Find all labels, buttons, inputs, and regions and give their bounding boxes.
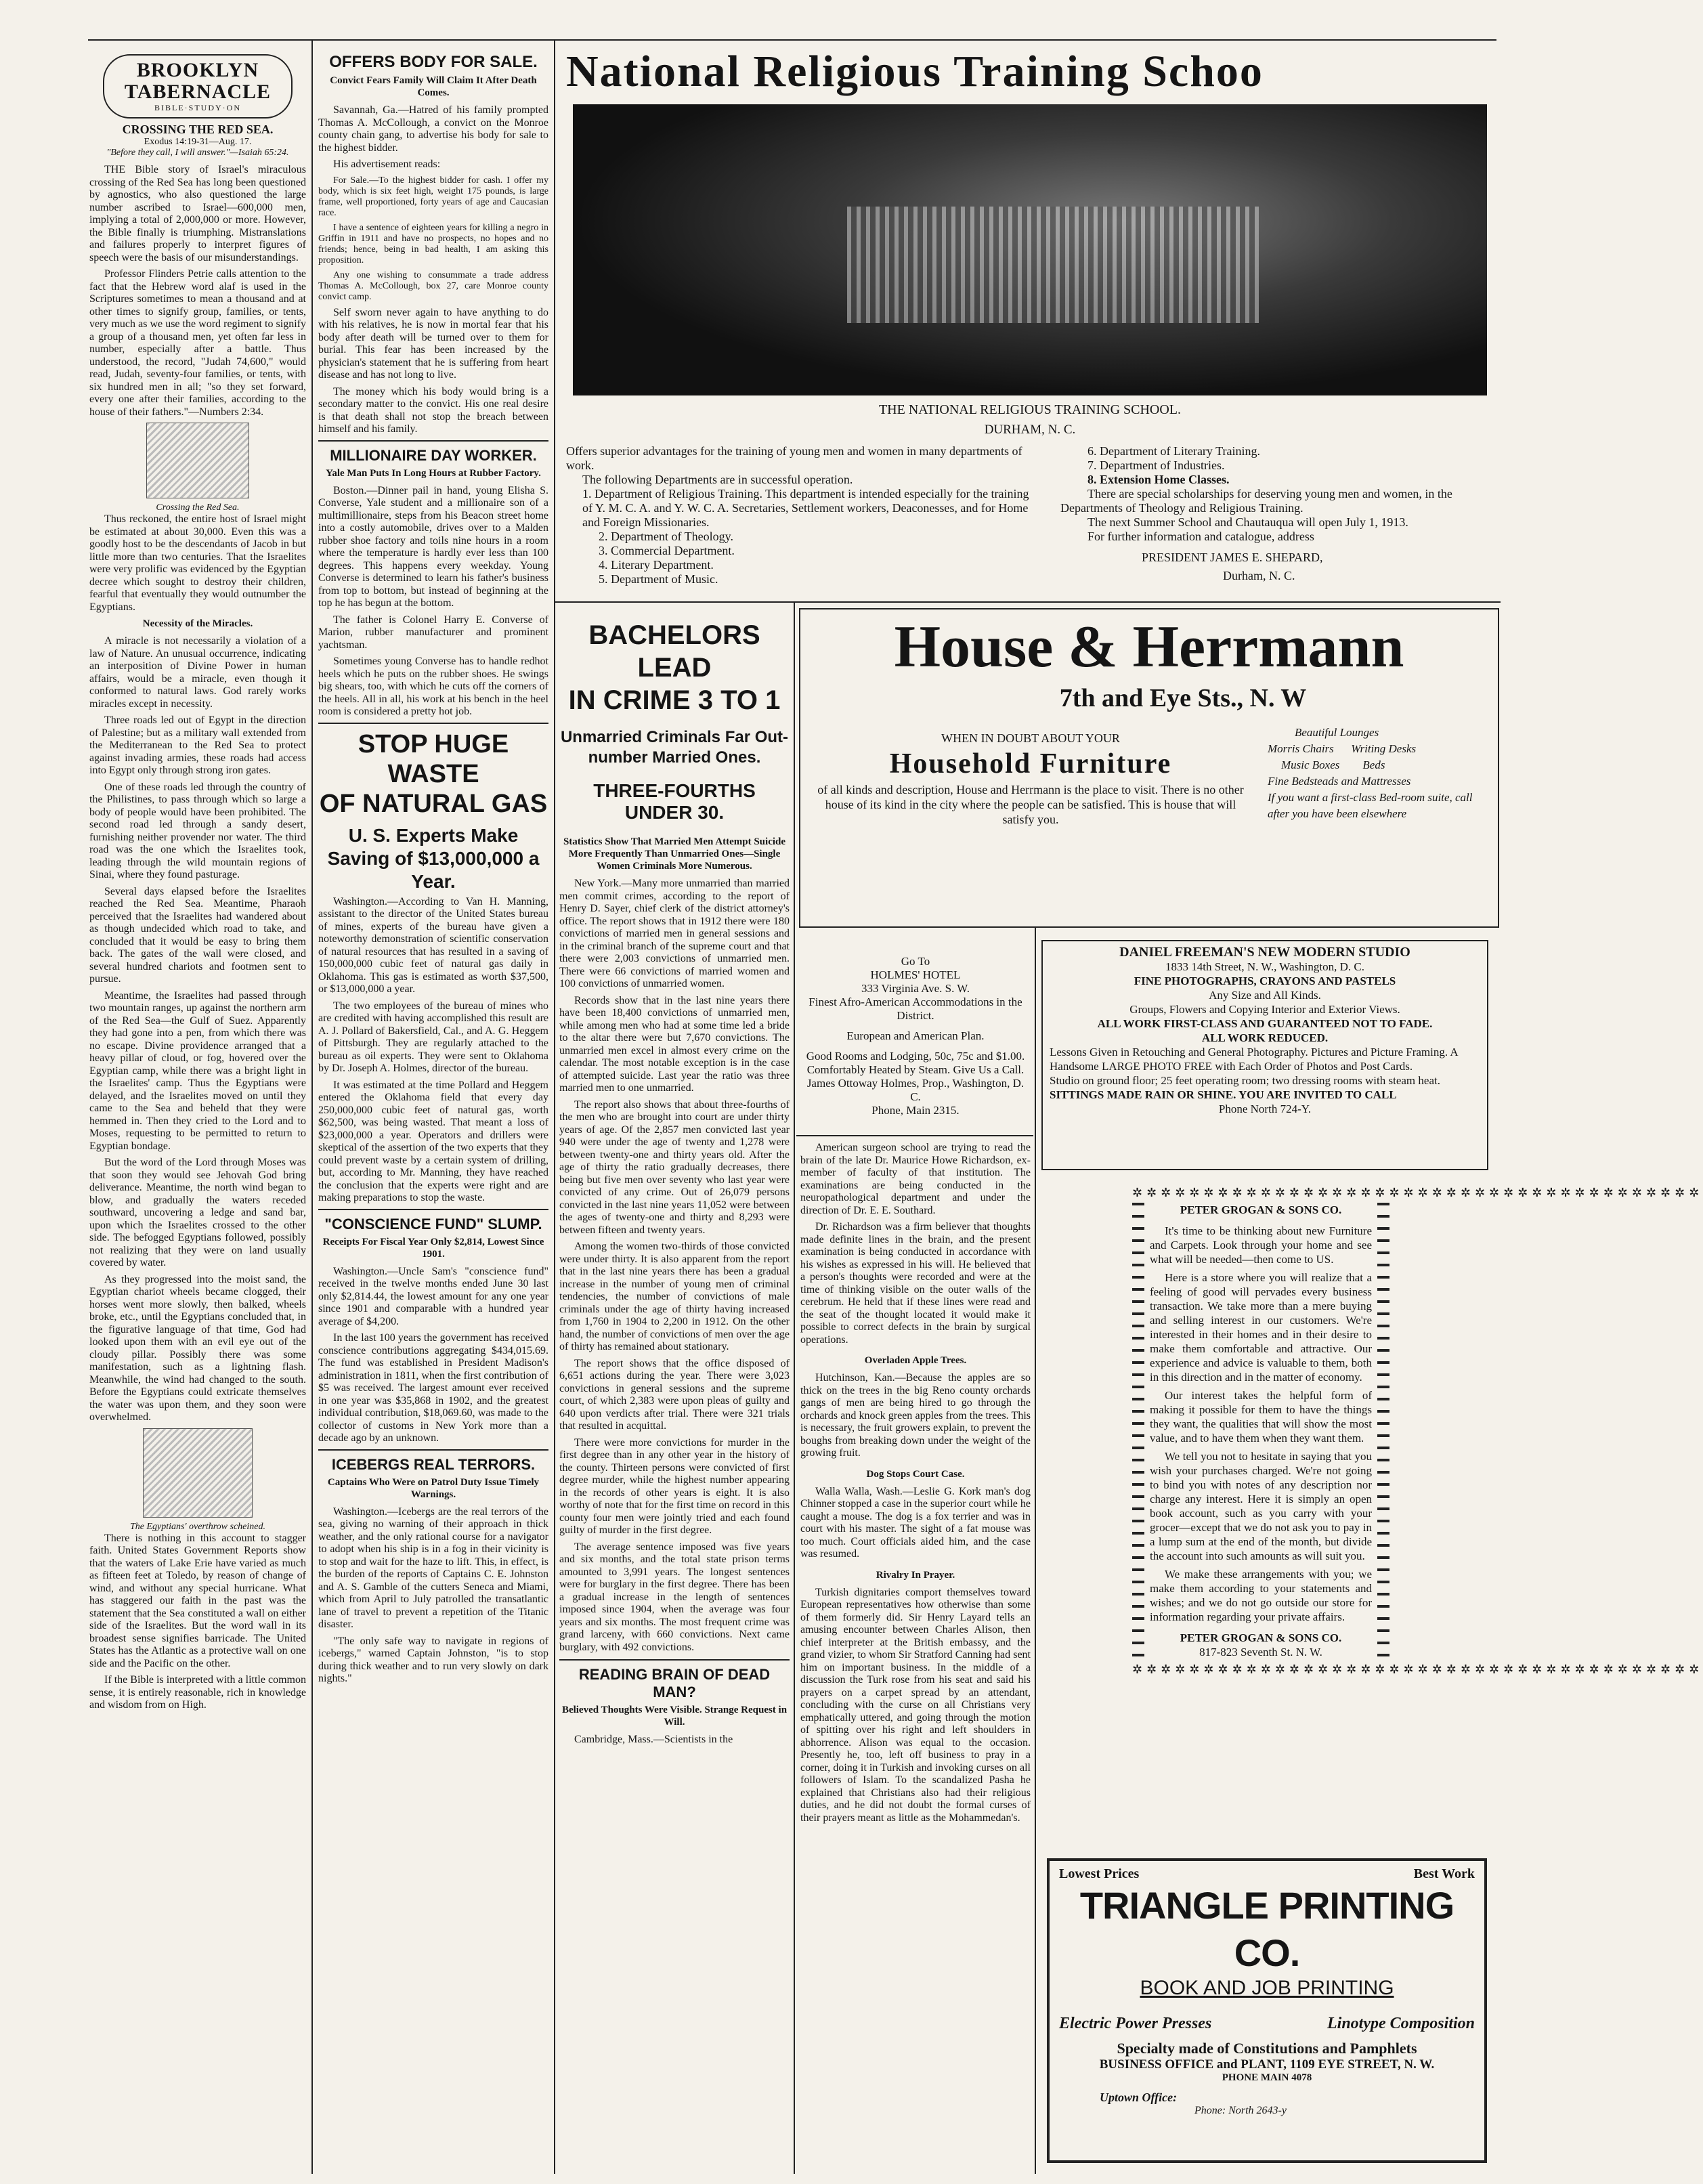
school-president-place: Durham, N. C. <box>1223 569 1295 582</box>
sermon-paragraph: There is nothing in this account to stagger faith. United States Government Reports show that the waters of Lake Erie have varied as much as fifteen feet at Toledo, by reason of change of wind, and without any special hurricane. What has staggered our faith in the past was the statement that the Sea constituted a wall on either side of the Israelites. But the word wall in its broadest sense signifies barricade. The United States has the Atlantic as a protective wall on one side and the Pacific on the other. <box>89 1532 306 1669</box>
school-president: PRESIDENT JAMES E. SHEPARD, <box>1142 551 1323 564</box>
headline-icebergs: ICEBERGS REAL TERRORS. <box>331 1455 536 1473</box>
article-paragraph: Among the women two-thirds of those convicted were under thirty. It is also apparent from the report that in the last nine years there has been a gradual increase in the number of young men of criminal tendencies, the number of convictions of male criminals under the age of thirty having increased from 1,760 in 1904 to 2,200 in 1912. On the other hand, the number of convictions of men over the age of thirty has remained about stationary. <box>559 1241 790 1352</box>
article-paragraph: Records show that in the last nine years there have been 18,400 convictions of unmarried men, while among men who had at some time led a bride to the altar there were but 7,670 convictions. The unmarried men excel in almost every crime on the calendar. The most notable exception is in the case of attempted suicide. Last year the ratio was three married men to one unmarried. <box>559 994 790 1094</box>
triangle-uptown: Uptown Office: <box>1100 2091 1178 2104</box>
sermon-subheading: Necessity of the Miracles. <box>142 618 253 629</box>
house-herrmann-side <box>1268 725 1484 822</box>
subheadline-line: Unmarried Criminals Far Out- <box>560 728 789 746</box>
column-2 <box>318 47 548 2174</box>
sermon-title: CROSSING THE RED SEA. <box>122 123 274 136</box>
school-left-text <box>566 444 1040 586</box>
house-side-item: If you want a first-class Bed-room suite, call after you have been elsewhere <box>1268 791 1473 820</box>
article-paragraph: Hutchinson, Kan.—Because the apples are so thick on the trees in the big Reno county orchards gangs of men are being hired to go through the orchards and knock green apples from the trees. This is necessary, the fruit growers explain, to prevent the boughs from breaking down under the weight of the growing fruit. <box>800 1372 1031 1459</box>
headline-reading-brain: READING BRAIN OF DEAD MAN? <box>578 1666 771 1700</box>
school-dept: 2. Department of Theology. <box>599 530 733 543</box>
school-dept: 1. Department of Religious Training. This department is intended especially for the training of Y. M. C. A. and Y. W. C. A. Secretaries, Settlement workers, Deaconesses, and for Home and Foreign Missionaries. <box>582 487 1029 529</box>
triangle-uptown-phone: Phone: North 2643-y <box>1194 2105 1287 2116</box>
studio-title: DANIEL FREEMAN'S NEW MODERN STUDIO <box>1119 945 1410 960</box>
sermon-paragraph: A miracle is not necessarily a violation of a law of Nature. An unusual occurrence, indicating an interposition of Divine Power in human affairs, would be a miracle, even though it conformed to natural laws. God rarely works miracles except in necessity. <box>89 635 306 710</box>
article-paragraph: For Sale.—To the highest bidder for cash. I offer my body, which is six feet high, weight 175 pounds, is large frame, well proportioned, forty years of age and Caucasian race. <box>318 175 548 218</box>
triangle-electric: Electric Power Presses <box>1059 2015 1212 2032</box>
triangle-book: BOOK AND JOB PRINTING <box>1140 1977 1394 1999</box>
house-furniture: Household Furniture <box>889 748 1172 779</box>
sermon-paragraph: As they progressed into the moist sand, the Egyptian chariot wheels became clogged, their horses went more slowly, then balked, wheels broke, etc., until the Egyptians concluded that, in the figurative language of that time, God had looked upon them with an evil eye out of the cloudy pillar. Possibly there was some manifestation, such as a lightning flash. Meanwhile, the wind had changed to the south. Before the Egyptians could extricate themselves the water was upon them, and they soon were overwhelmed. <box>89 1273 306 1423</box>
grogan-body <box>1144 1200 1377 1662</box>
headline-millionaire: MILLIONAIRE DAY WORKER. <box>330 446 537 464</box>
star-border-top: ✲✲✲✲✲✲✲✲✲✲✲✲✲✲✲✲✲✲✲✲✲✲✲✲✲✲✲✲✲✲✲✲✲✲✲✲✲✲✲✲ <box>1132 1186 1703 1199</box>
house-side-item: Beautiful Lounges <box>1295 726 1379 739</box>
hotel-proprietor: James Ottoway Holmes, Prop., Washington, D. C. <box>806 1077 1025 1103</box>
article-paragraph: New York.—Many more unmarried than married men commit crimes, according to the report of Henry D. Sayer, chief clerk of the district attorney's office. The report shows that in 1912 there were 180 convictions of married men in general sessions and in the criminal branch of the supreme court and that there were 2,003 convictions of unmarried men. There were 66 convictions of married women and 100 convictions of unmarried women. <box>559 878 790 989</box>
column-1 <box>89 47 306 2174</box>
studio-line: Studio on ground floor; 25 feet operating room; two dressing rooms with steam heat. <box>1050 1074 1440 1087</box>
sermon-paragraph: Meantime, the Israelites had passed through two mountain ranges, up against the northern arm of the Red Sea—the Gulf of Suez. Apparently they had gone into a pen, from which there was no escape. Divine providence arranged that a heavy pillar of cloud, or fog, hovered over the Egyptian camp, while there was a bright light in the Israelites' camp. Thus the Egyptians were delayed, and the Israelites moved on until they came to the Sea and beheld that they were hemmed in. Then they cried to the Lord and to Moses, requesting to be permitted to return to Egyptian bondage. <box>89 989 306 1152</box>
studio-address: 1833 14th Street, N. W., Washington, D. C. <box>1165 960 1364 973</box>
article-paragraph: Washington.—Uncle Sam's "conscience fund" received in the twelve months ended June 30 last only $2,814.44, the lowest amount for any one year since 1901 and comparable with a hundred year average of $4,200. <box>318 1265 548 1327</box>
headline-dog-court: Dog Stops Court Case. <box>866 1468 965 1480</box>
subheadline: Convict Fears Family Will Claim It After Death Comes. <box>330 75 537 98</box>
sermon-paragraph: THE Bible story of Israel's miraculous crossing of the Red Sea has long been questioned by agnostics, who also questioned the large number ascribed to Israel—600,000 men, implying a total of 2,000,000 or more. However, the Bible finally is triumphing. Mistranslations and failures properly to interpret figures of speech were the basis of our misunderstandings. <box>89 164 306 263</box>
tabernacle-logo <box>103 54 293 119</box>
subheadline: Yale Man Puts In Long Hours at Rubber Factory. <box>326 467 541 479</box>
star-border-bottom: ✲✲✲✲✲✲✲✲✲✲✲✲✲✲✲✲✲✲✲✲✲✲✲✲✲✲✲✲✲✲✲✲✲✲✲✲✲✲✲✲ <box>1132 1663 1703 1676</box>
studio-phone: Phone North 724-Y. <box>1218 1102 1312 1115</box>
subheadline-experts: U. S. Experts Make Saving of $13,000,000 a Year. <box>327 824 540 892</box>
headline-offers-body: OFFERS BODY FOR SALE. <box>329 53 538 71</box>
column-rule <box>311 41 313 2174</box>
column-rule <box>554 41 555 2174</box>
article-paragraph: American surgeon school are trying to read the brain of the late Dr. Maurice Howe Richardson, ex-member of faculty of that institution. The examinations are being conducted in the neuropathological department and under the direction of Dr. E. E. Southard. <box>800 1142 1031 1216</box>
article-paragraph: There were more convictions for murder in the first degree than in any other year in the history of the county. Thirteen persons were convicted of first degree murder, while the highest number appearing in the records of other years is eight. It is also worthy of note that for the first time on record in this county four men were jointly tried and each found guilty of murder in the first degree. <box>559 1436 790 1536</box>
hotel-description: Finest Afro-American Accommodations in the District. <box>809 995 1022 1022</box>
article-paragraph: Boston.—Dinner pail in hand, young Elisha S. Converse, Yale student and a millionaire son of a multimillionaire, steps from his Beacon street home into a costly automobile, drives over to a Malden rubber shoe factory and toils nine hours in a room where the temperature is hardly ever less than 100 degrees. This happens every weekday. Young Converse is determined to learn his father's business from top to bottom, but instead of beginning at the top he has begun at the bottom. <box>318 484 548 609</box>
school-depts-intro: The following Departments are in successful operation. <box>582 473 853 486</box>
article-paragraph: The report also shows that about three-fourths of the men who are brought into court are under thirty years of age. Of the 2,857 men convicted last year 940 were under the age of twenty and 1,278 were between twenty-one and thirty years old. After the age of thirty the ratio gradually decreases, there being but five men over seventy who last year were convicted of any crime. Out of 26,079 persons convicted in the last nine years 11,052 were between the ages of twenty-one and thirty and 8,293 were between fifteen and twenty years. <box>559 1098 790 1236</box>
house-when: WHEN IN DOUBT ABOUT YOUR <box>941 731 1120 745</box>
illustration-caption: The Egyptians' overthrow scheined. <box>130 1521 265 1532</box>
studio-line: FINE PHOTOGRAPHS, CRAYONS AND PASTELS <box>1134 975 1396 987</box>
triangle-best: Best Work <box>1413 1866 1475 1881</box>
article-paragraph: The two employees of the bureau of mines who are credited with having accomplished this result are A. J. Pollard of Bakersfield, Cal., and A. G. Heggem of Pittsburgh. They are regularly attached to the bureau as oil experts. They were sent to Oklahoma by Dr. Joseph A. Holmes, director of the bureau. <box>318 1000 548 1074</box>
studio-line: ALL WORK REDUCED. <box>1201 1031 1329 1044</box>
section-rule <box>796 1135 1033 1136</box>
hotel-address: 333 Virginia Ave. S. W. <box>861 982 970 995</box>
grogan-paragraph: It's time to be thinking about new Furniture and Carpets. Look through your home and see what will be needed—then come to US. <box>1150 1224 1372 1266</box>
illustration-caption: Crossing the Red Sea. <box>156 502 240 513</box>
grogan-paragraph: We tell you not to hesitate in saying that you wish your purchases charged. We're not going to bind you with notes of any description nor charge any interest. Here it is simply an open book account, such as you carry with your grocer—except that we do not ask you to pay in a lump sum at the end of the month, but divide the account into such amounts as will suit you. <box>1150 1450 1372 1562</box>
house-herrmann-advertisement <box>799 608 1499 928</box>
school-summer: The next Summer School and Chautauqua will open July 1, 1913. <box>1087 515 1408 529</box>
hotel-phone: Phone, Main 2315. <box>871 1104 960 1117</box>
article-paragraph: Walla Walla, Wash.—Leslie G. Kork man's dog Chinner stopped a case in the superior court while he caught a mouse. The dog is a fox terrier and was in court with his master. The sight of a fat mouse was too much. Court officials aided him, and the case was resumed. <box>800 1485 1031 1560</box>
sermon-paragraph: One of these roads led through the country of the Philistines, to pass through which so large a body of people would have been prohibited. The second road led through a sandy desert, furnishing neither provender nor water. The third road was the one which the Israelites took, leading through the wild mountain regions of Sinai, where they found pasturage. <box>89 781 306 880</box>
school-scholarships: There are special scholarships for deserving young men and women, in the Departments of Theology and Religious Training. <box>1060 487 1452 515</box>
scripture-reference: Exodus 14:19-31—Aug. 17. <box>144 137 252 147</box>
article-paragraph: Sometimes young Converse has to handle redhot heels which he puts on the rubber shoes. He swings big shears, too, with which he cuts off the corners of the heels. All in all, his work at his bench in the heel room is considered a pretty hot job. <box>318 656 548 717</box>
grogan-advertisement <box>1132 1185 1703 1835</box>
house-side-item: Morris Chairs Writing Desks <box>1268 742 1417 755</box>
sermon-paragraph: Thus reckoned, the entire host of Israel might be estimated at about 30,000. Even this was a goodly host to be the descendants of Jacob in but little more than two centuries. That the Israelites were very prolific was evidenced by the Egyptian decree which sought to destroy their children, fearful that eventually they would outnumber the Egyptians. <box>89 513 306 613</box>
triangle-printing-advertisement <box>1047 1858 1487 2163</box>
house-herrmann-main <box>814 731 1247 827</box>
article-paragraph: Turkish dignitaries comport themselves toward European representatives how otherwise than some of them formerly did. Sir Henry Layard tells an amusing encounter between Charles Alison, then chief interpreter at the British embassy, and the grand vizier, to whom Sir Stratford Canning had sent him on important business. In the middle of a discussion the Turk rose from his seat and said his prayers on a carpet spread by an attendant, concluding with the curse on all Christians very emphatically uttered, and going through the motion of spitting over his right and left shoulders in abhorrence. Alison was equal to the occasion. Presently he, too, left off business to pray in a corner, doing it in Turkish and invoking curses on all followers of Islam. To the scandalized Pasha he explained that Christians also had their religious duties, and he did not doubt the formal curses of their prayers meant as little as the Mohammedan's. <box>800 1586 1031 1824</box>
headline-line: OF NATURAL GAS <box>319 789 548 818</box>
red-sea-illustration <box>146 423 249 498</box>
grogan-name: PETER GROGAN & SONS CO. <box>1180 1203 1342 1216</box>
hotel-rooms: Good Rooms and Lodging, 50c, 75c and $1.00. Comfortably Heated by Steam. Give Us a Call. <box>806 1050 1025 1076</box>
hotel-goto: Go To <box>901 955 930 968</box>
subheadline: Believed Thoughts Were Visible. Strange Request in Will. <box>561 1705 788 1728</box>
headline-line: STOP HUGE WASTE <box>358 729 509 788</box>
triangle-name: TRIANGLE PRINTING CO. <box>1079 1884 1454 1974</box>
sermon-paragraph: But the word of the Lord through Moses was that soon they would see Jehovah God bring deliverance. Meantime, the north wind began to blow, and gradually the waters receded southward, uncovering a ledge and sand bar, upon which the Israelites crossed to the other side. The befogged Egyptians followed, possibly not realizing that they were on land usually covered by water. <box>89 1157 306 1268</box>
subheadline: Receipts For Fiscal Year Only $2,814, Lowest Since 1901. <box>322 1236 544 1260</box>
article-paragraph: Any one wishing to consummate a trade address Thomas A. McCollough, box 27, care Monroe county convict camp. <box>318 270 548 302</box>
hotel-plan: European and American Plan. <box>846 1029 985 1042</box>
grogan-paragraph: Our interest takes the helpful form of making it possible for them to have the things they want, the qualities that will show the most value, and to have them when they want them. <box>1150 1389 1372 1444</box>
article-paragraph: Savannah, Ga.—Hatred of his family prompted Thomas A. McCollough, a convict on the Monroe county chain gang, to advertise his body for sale to the highest bidder. <box>318 104 548 154</box>
subheadline-unmarried <box>559 727 790 768</box>
triangle-phone: PHONE MAIN 4078 <box>1222 2072 1312 2083</box>
house-body: of all kinds and description, House and Herrmann is the place to visit. There is no other house of its kind in the city where the people can be satisfied. This is house that will satisfy you. <box>817 783 1244 826</box>
school-advertisement <box>559 45 1501 600</box>
house-side-item: Fine Bedsteads and Mattresses <box>1268 775 1411 788</box>
article-paragraph: The money which his body would bring is a secondary matter to the convict. His one real desire is that death shall not stop the breach between himself and his family. <box>318 385 548 435</box>
sermon-paragraph: If the Bible is interpreted with a little common sense, it is entirely reasonable, rich in knowledge and wisdom from on High. <box>89 1674 306 1711</box>
school-dept: 4. Literary Department. <box>599 558 714 572</box>
school-photograph <box>573 104 1487 395</box>
school-right-text <box>1060 444 1494 583</box>
scripture-motto: "Before they call, I will answer."—Isaiah 65:24. <box>106 148 289 158</box>
article-paragraph: Washington.—According to Van H. Manning, assistant to the director of the United States bureau of mines, experts of the bureau have given a noteworthy demonstration of scientific conservation of natural resources that has resulted in a saving of 150,000,000 cubic feet of natural gas daily in Oklahoma. This gas is estimated as worth $37,500, or $13,000,000 a year. <box>318 895 548 995</box>
article-paragraph: It was estimated at the time Pollard and Heggem entered the Oklahoma field that every day 250,000,000 cubic feet of natural gas, worth $62,500, was being wasted. That meant a loss of $23,000,000 a year. Operators and drillers were skeptical of the assertion of the two experts that they could prevent waste by a certain system of drilling, but, according to Mr. Manning, they have reached the conclusion that the experts were right and are making preparations to stop the waste. <box>318 1079 548 1203</box>
article-paragraph: His advertisement reads: <box>333 158 441 170</box>
headline-conscience-fund: "CONSCIENCE FUND" SLUMP. <box>324 1215 542 1233</box>
holmes-hotel-advertisement <box>800 935 1031 1131</box>
subheadline-three-fourths: THREE-FOURTHS UNDER 30. <box>593 780 756 823</box>
article-paragraph: The father is Colonel Harry E. Converse of Marion, rubber manufacturer and prominent yachtsman. <box>318 614 548 651</box>
column-rule <box>1035 928 1036 2174</box>
studio-line: Any Size and All Kinds. <box>1209 989 1321 1002</box>
headline-bachelors <box>559 619 790 716</box>
triangle-specialty: Specialty made of Constitutions and Pamphlets <box>1117 2040 1417 2057</box>
school-place: DURHAM, N. C. <box>984 423 1076 437</box>
article-paragraph: "The only safe way to navigate in regions of icebergs," warned Captain Johnston, "is to stop during thick weather and to run very slowly on dark nights." <box>318 1635 548 1684</box>
star-border-left <box>1132 1203 1144 1659</box>
logo-title: BROOKLYN TABERNACLE <box>124 59 272 103</box>
column-3 <box>559 609 790 2174</box>
house-herrmann-address: 7th and Eye Sts., N. W <box>1059 684 1307 712</box>
triangle-linotype: Linotype Composition <box>1327 2015 1475 2032</box>
article-paragraph: The report shows that the office disposed of 6,651 actions during the year. There were 3,023 convictions in general sessions and the supreme court, of which 2,383 were upon pleas of guilty and 640 upon verdicts after trial. There were 321 trials that resulted in acquittal. <box>559 1357 790 1432</box>
grogan-name: PETER GROGAN & SONS CO. <box>1180 1631 1342 1644</box>
logo-subtitle: BIBLE·STUDY·ON <box>154 103 241 112</box>
grogan-paragraph: Here is a store where you will realize that a feeling of good will pervades every business transaction. We take more than a mere buying and selling interest in our customers. We're interested in their homes and in their desire to make them comfortable and attractive. Our experience and advice is valuable to them, both in this direction and in the matter of economy. <box>1150 1271 1372 1384</box>
studio-line: Groups, Flowers and Copying Interior and Exterior Views. <box>1129 1003 1400 1016</box>
school-dept: 3. Commercial Department. <box>599 544 735 557</box>
school-photo-caption: THE NATIONAL RELIGIOUS TRAINING SCHOOL. <box>878 402 1182 417</box>
article-paragraph: Cambridge, Mass.—Scientists in the <box>574 1734 733 1745</box>
sermon-paragraph: Three roads led out of Egypt in the direction of Palestine; but as a military wall extended from the Mediterranean to the Red Sea to protect against invading armies, these roads had access into Egypt only through strong iron gates. <box>89 714 306 776</box>
headline-natural-gas <box>318 729 548 819</box>
article-paragraph: The average sentence imposed was five years and six months, and the total state prison terms amounted to 3,991 years. The longest sentences were for burglary in the first degree. There has been a gradual increase in the length of sentences imposed since 1904, when the average was four years and six months. The most frequent crime was grand larceny, with 660 convictions. Next came burglary, with 492 convictions. <box>559 1541 790 1653</box>
headline-line: IN CRIME 3 TO 1 <box>568 685 781 715</box>
house-side-item: Music Boxes Beds <box>1281 758 1385 771</box>
section-rule <box>555 601 1501 603</box>
school-dept: 6. Department of Literary Training. <box>1087 444 1260 458</box>
school-dept: 8. Extension Home Classes. <box>1087 473 1230 486</box>
school-dept: 5. Department of Music. <box>599 572 718 586</box>
column-4 <box>800 1142 1031 2174</box>
star-border-right <box>1377 1203 1389 1659</box>
top-rule <box>88 39 1496 41</box>
article-paragraph: Dr. Richardson was a firm believer that thoughts made definite lines in the brain, and the present examination is being conducted in accordance with his wishes as expressed in his will. He believed that a person's thoughts were recorded and were at the time of thinking visible on the outer walls of the cerebrum. He held that if these lines were read and the seat of the thought located it would make it possible to correct defects in the brain by surgical operations. <box>800 1221 1031 1346</box>
grogan-address: 817-823 Seventh St. N. W. <box>1199 1646 1322 1658</box>
subheadline-statistics: Statistics Show That Married Men Attempt Suicide More Frequently Than Unmarried Ones—Single Women Criminals More Numerous. <box>563 836 786 872</box>
subheadline: Captains Who Were on Patrol Duty Issue Timely Warnings. <box>327 1476 540 1500</box>
article-paragraph: Washington.—Icebergs are the real terrors of the sea, giving no warning of their approach in thick weather, and the only rational course for a navigator to adopt when his ship is in a fog in their vicinity is to stop and wait for the haze to lift. This, in effect, is the burden of the reports of Captains C. E. Johnston and A. S. Gamble of the cutters Seneca and Miami, which from April to July patrolled the transatlantic lane of travel to prevent a repetition of the Titanic disaster. <box>318 1505 548 1630</box>
school-info: For further information and catalogue, address <box>1087 530 1314 543</box>
triangle-lowest: Lowest Prices <box>1059 1866 1140 1881</box>
studio-line: ALL WORK FIRST-CLASS AND GUARANTEED NOT TO FADE. <box>1097 1017 1433 1030</box>
egyptians-illustration <box>143 1428 253 1518</box>
sermon-paragraph: Professor Flinders Petrie calls attention to the fact that the Hebrew word alaf is used in the Scriptures sometimes to mean a thousand and at other times to signify group, families, or tents, very much as we use the word regiment to signify a group of a thousand men, yet often far less in number, especially after a battle. Thus understood, the record, "Judah 74,600," would read, Judah, seventy-four families, or tents, with six hundred men in all; "so they set forward, every one after their families, according to the house of their fathers."—Numbers 2:34. <box>89 268 306 418</box>
house-herrmann-title: House & Herrmann <box>894 614 1404 680</box>
studio-line: SITTINGS MADE RAIN OR SHINE. YOU ARE INVITED TO CALL <box>1050 1088 1397 1101</box>
headline-line: BACHELORS LEAD <box>588 620 760 683</box>
headline-apple-trees: Overladen Apple Trees. <box>864 1355 967 1366</box>
article-paragraph: I have a sentence of eighteen years for killing a negro in Griffin in 1911 and have no prospects, no hopes and no friends; hence, being in bad health, I am asking this proposition. <box>318 222 548 265</box>
studio-line: Lessons Given in Retouching and General Photography. Pictures and Picture Framing. A Handsome LARGE PHOTO FREE with Each Order of Photos and Post Cards. <box>1050 1046 1458 1073</box>
triangle-office: BUSINESS OFFICE and PLANT, 1109 EYE STREET, N. W. <box>1099 2057 1435 2072</box>
freeman-studio-advertisement <box>1041 940 1488 1170</box>
column-rule <box>794 603 795 2174</box>
grogan-paragraph: We make these arrangements with you; we make them according to your statements and wishes; and we do not go outside our store for information regarding your private affairs. <box>1150 1568 1372 1623</box>
article-paragraph: Self sworn never again to have anything to do with his relatives, he is now in mortal fear that his body after death will be turned over to them for burial. This fear has been increased by the physician's statement that he is suffering from heart disease and has not long to live. <box>318 306 548 381</box>
headline-rivalry-prayer: Rivalry In Prayer. <box>876 1569 955 1581</box>
school-dept: 7. Department of Industries. <box>1087 458 1225 472</box>
sermon-paragraph: Several days elapsed before the Israelites reached the Red Sea. Meantime, Pharaoh perceived that the Israelites had wandered about as though undecided which road to take, and concluded that it would be easy to bring them back. The gates of the wall were closed, and several hundred chariots and footmen sent to pursue. <box>89 885 306 985</box>
triangle-top-row <box>1059 1866 1475 1882</box>
triangle-services <box>1059 2015 1475 2033</box>
article-paragraph: In the last 100 years the government has received conscience contributions aggregating $434,015.69. The fund was established in President Madison's administration in 1811, when the first contribution of $5 was received. The largest amount ever received in one year was $35,868 in 1902, and the greatest individual contribution, $18,069.60, was made to the collector of customs in New York more than a decade ago by an unknown. <box>318 1332 548 1444</box>
school-title: National Religious Training Schoo <box>566 47 1264 96</box>
hotel-name: HOLMES' HOTEL <box>870 968 961 981</box>
subheadline-line: number Married Ones. <box>588 748 761 767</box>
school-intro: Offers superior advantages for the training of young men and women in many departments of work. <box>566 444 1022 472</box>
